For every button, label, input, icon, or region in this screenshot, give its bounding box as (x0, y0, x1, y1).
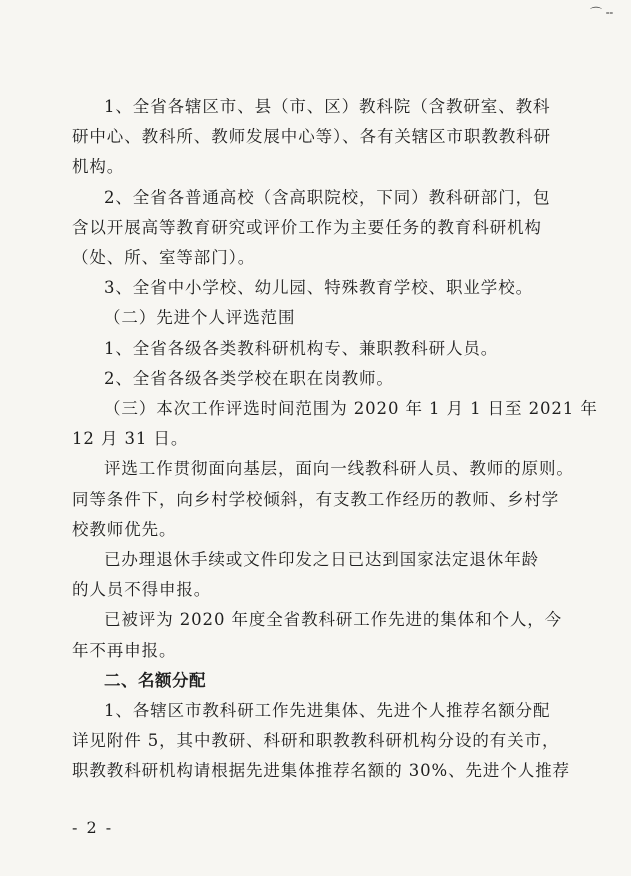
paragraph-line: 2、全省各级各类学校在职在岗教师。 (104, 368, 394, 388)
paragraph-line: 1、全省各级各类教科研机构专、兼职教科研人员。 (104, 338, 499, 358)
paragraph-line: （三）本次工作评选时间范围为 2020 年 1 月 1 日至 2021 年 (104, 399, 598, 418)
paragraph-line: 详见附件 5，其中教研、科研和职教教科研机构分设的有关市， (72, 731, 560, 751)
paragraph-line: 的人员不得申报。 (72, 580, 212, 600)
paragraph-line: 同等条件下，向乡村学校倾斜，有支教工作经历的教师、乡村学 (72, 489, 560, 509)
paragraph-line: 已被评为 2020 年度全省教科研工作先进的集体和个人，今 (104, 610, 563, 630)
paragraph-line: （处、所、室等部门）。 (72, 248, 256, 267)
paragraph-line: 机构。 (72, 157, 125, 177)
paragraph-line: 含以开展高等教育研究或评价工作为主要任务的教育科研机构 (72, 217, 542, 237)
paragraph-line: 3、全省中小学校、幼儿园、特殊教育学校、职业学校。 (104, 278, 533, 298)
paragraph-line: 校教师优先。 (72, 519, 177, 539)
scan-corner-mark: ⌒ ╌ (589, 6, 613, 20)
paragraph-line: 评选工作贯彻面向基层，面向一线教科研人员、教师的原则。 (104, 459, 574, 479)
paragraph-line: 研中心、教科所、教师发展中心等）、各有关辖区市职教教科研 (72, 127, 551, 147)
paragraph-line: 年不再申报。 (72, 640, 177, 660)
paragraph-line: 12 月 31 日。 (72, 429, 189, 449)
page-number: - 2 - (72, 818, 114, 837)
paragraph-line: 1、全省各辖区市、县（市、区）教科院（含教研室、教科 (104, 97, 551, 116)
paragraph-line: 1、各辖区市教科研工作先进集体、先进个人推荐名额分配 (104, 701, 551, 720)
paragraph-line: 职教教科研机构请根据先进集体推荐名额的 30%、先进个人推荐 (72, 761, 570, 781)
chapter-heading: 二、名额分配 (104, 670, 206, 690)
paragraph-line: 已办理退休手续或文件印发之日已达到国家法定退休年龄 (104, 550, 539, 569)
section-heading: （二）先进个人评选范围 (104, 308, 296, 328)
paragraph-line: 2、全省各普通高校（含高职院校，下同）教科研部门，包 (104, 187, 551, 207)
